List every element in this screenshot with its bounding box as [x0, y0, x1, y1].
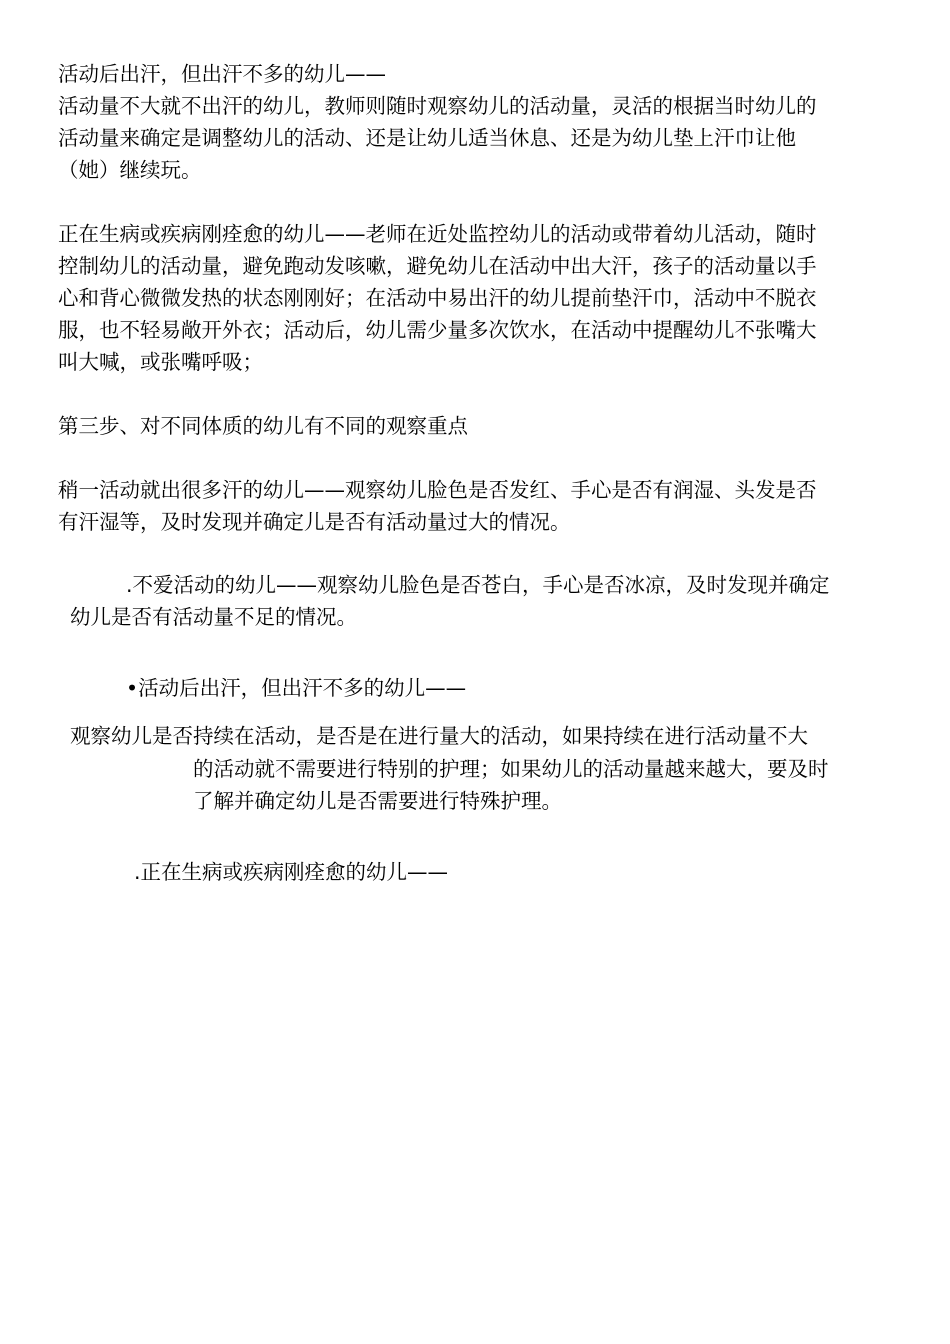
text-line: .不爱活动的幼儿——观察幼儿脸色是否苍白，手心是否冰凉，及时发现并确定: [126, 573, 830, 597]
text-line: 观察幼儿是否持续在活动，是否是在进行量大的活动，如果持续在进行活动量不大: [70, 724, 808, 748]
text-line: 活动量来确定是调整幼儿的活动、还是让幼儿适当休息、还是为幼儿垫上汗巾让他: [58, 126, 796, 150]
text-line: 稍一活动就出很多汗的幼儿——观察幼儿脸色是否发红、手心是否有润湿、头发是否: [58, 478, 817, 502]
text-line: .正在生病或疾病刚痊愈的幼儿——: [134, 860, 449, 884]
text-line: 心和背心微微发热的状态刚刚好；在活动中易出汗的幼儿提前垫汗巾，活动中不脱衣: [58, 286, 817, 310]
text-line: 叫大喊，或张嘴呼吸；: [58, 350, 263, 374]
text-line: 服，也不轻易敞开外衣；活动后，幼儿需少量多次饮水，在活动中提醒幼儿不张嘴大: [58, 318, 817, 342]
text-line: 活动后出汗，但出汗不多的幼儿——: [58, 62, 386, 86]
section-heading: 第三步、对不同体质的幼儿有不同的观察重点: [58, 414, 468, 438]
text-line: 了解并确定幼儿是否需要进行特殊护理。: [193, 789, 562, 813]
text-line: 活动量不大就不出汗的幼儿，教师则随时观察幼儿的活动量，灵活的根据当时幼儿的: [58, 94, 817, 118]
text-line: 控制幼儿的活动量，避免跑动发咳嗽，避免幼儿在活动中出大汗，孩子的活动量以手: [58, 254, 817, 278]
text-line: 的活动就不需要进行特别的护理；如果幼儿的活动量越来越大，要及时: [193, 757, 829, 781]
text-line: 幼儿是否有活动量不足的情况。: [70, 605, 357, 629]
text-line: •活动后出汗，但出汗不多的幼儿——: [126, 676, 467, 700]
text-line: 有汗湿等，及时发现并确定儿是否有活动量过大的情况。: [58, 510, 571, 534]
text-line: 正在生病或疾病刚痊愈的幼儿——老师在近处监控幼儿的活动或带着幼儿活动，随时: [58, 222, 817, 246]
text-line: （她）继续玩。: [58, 158, 202, 182]
